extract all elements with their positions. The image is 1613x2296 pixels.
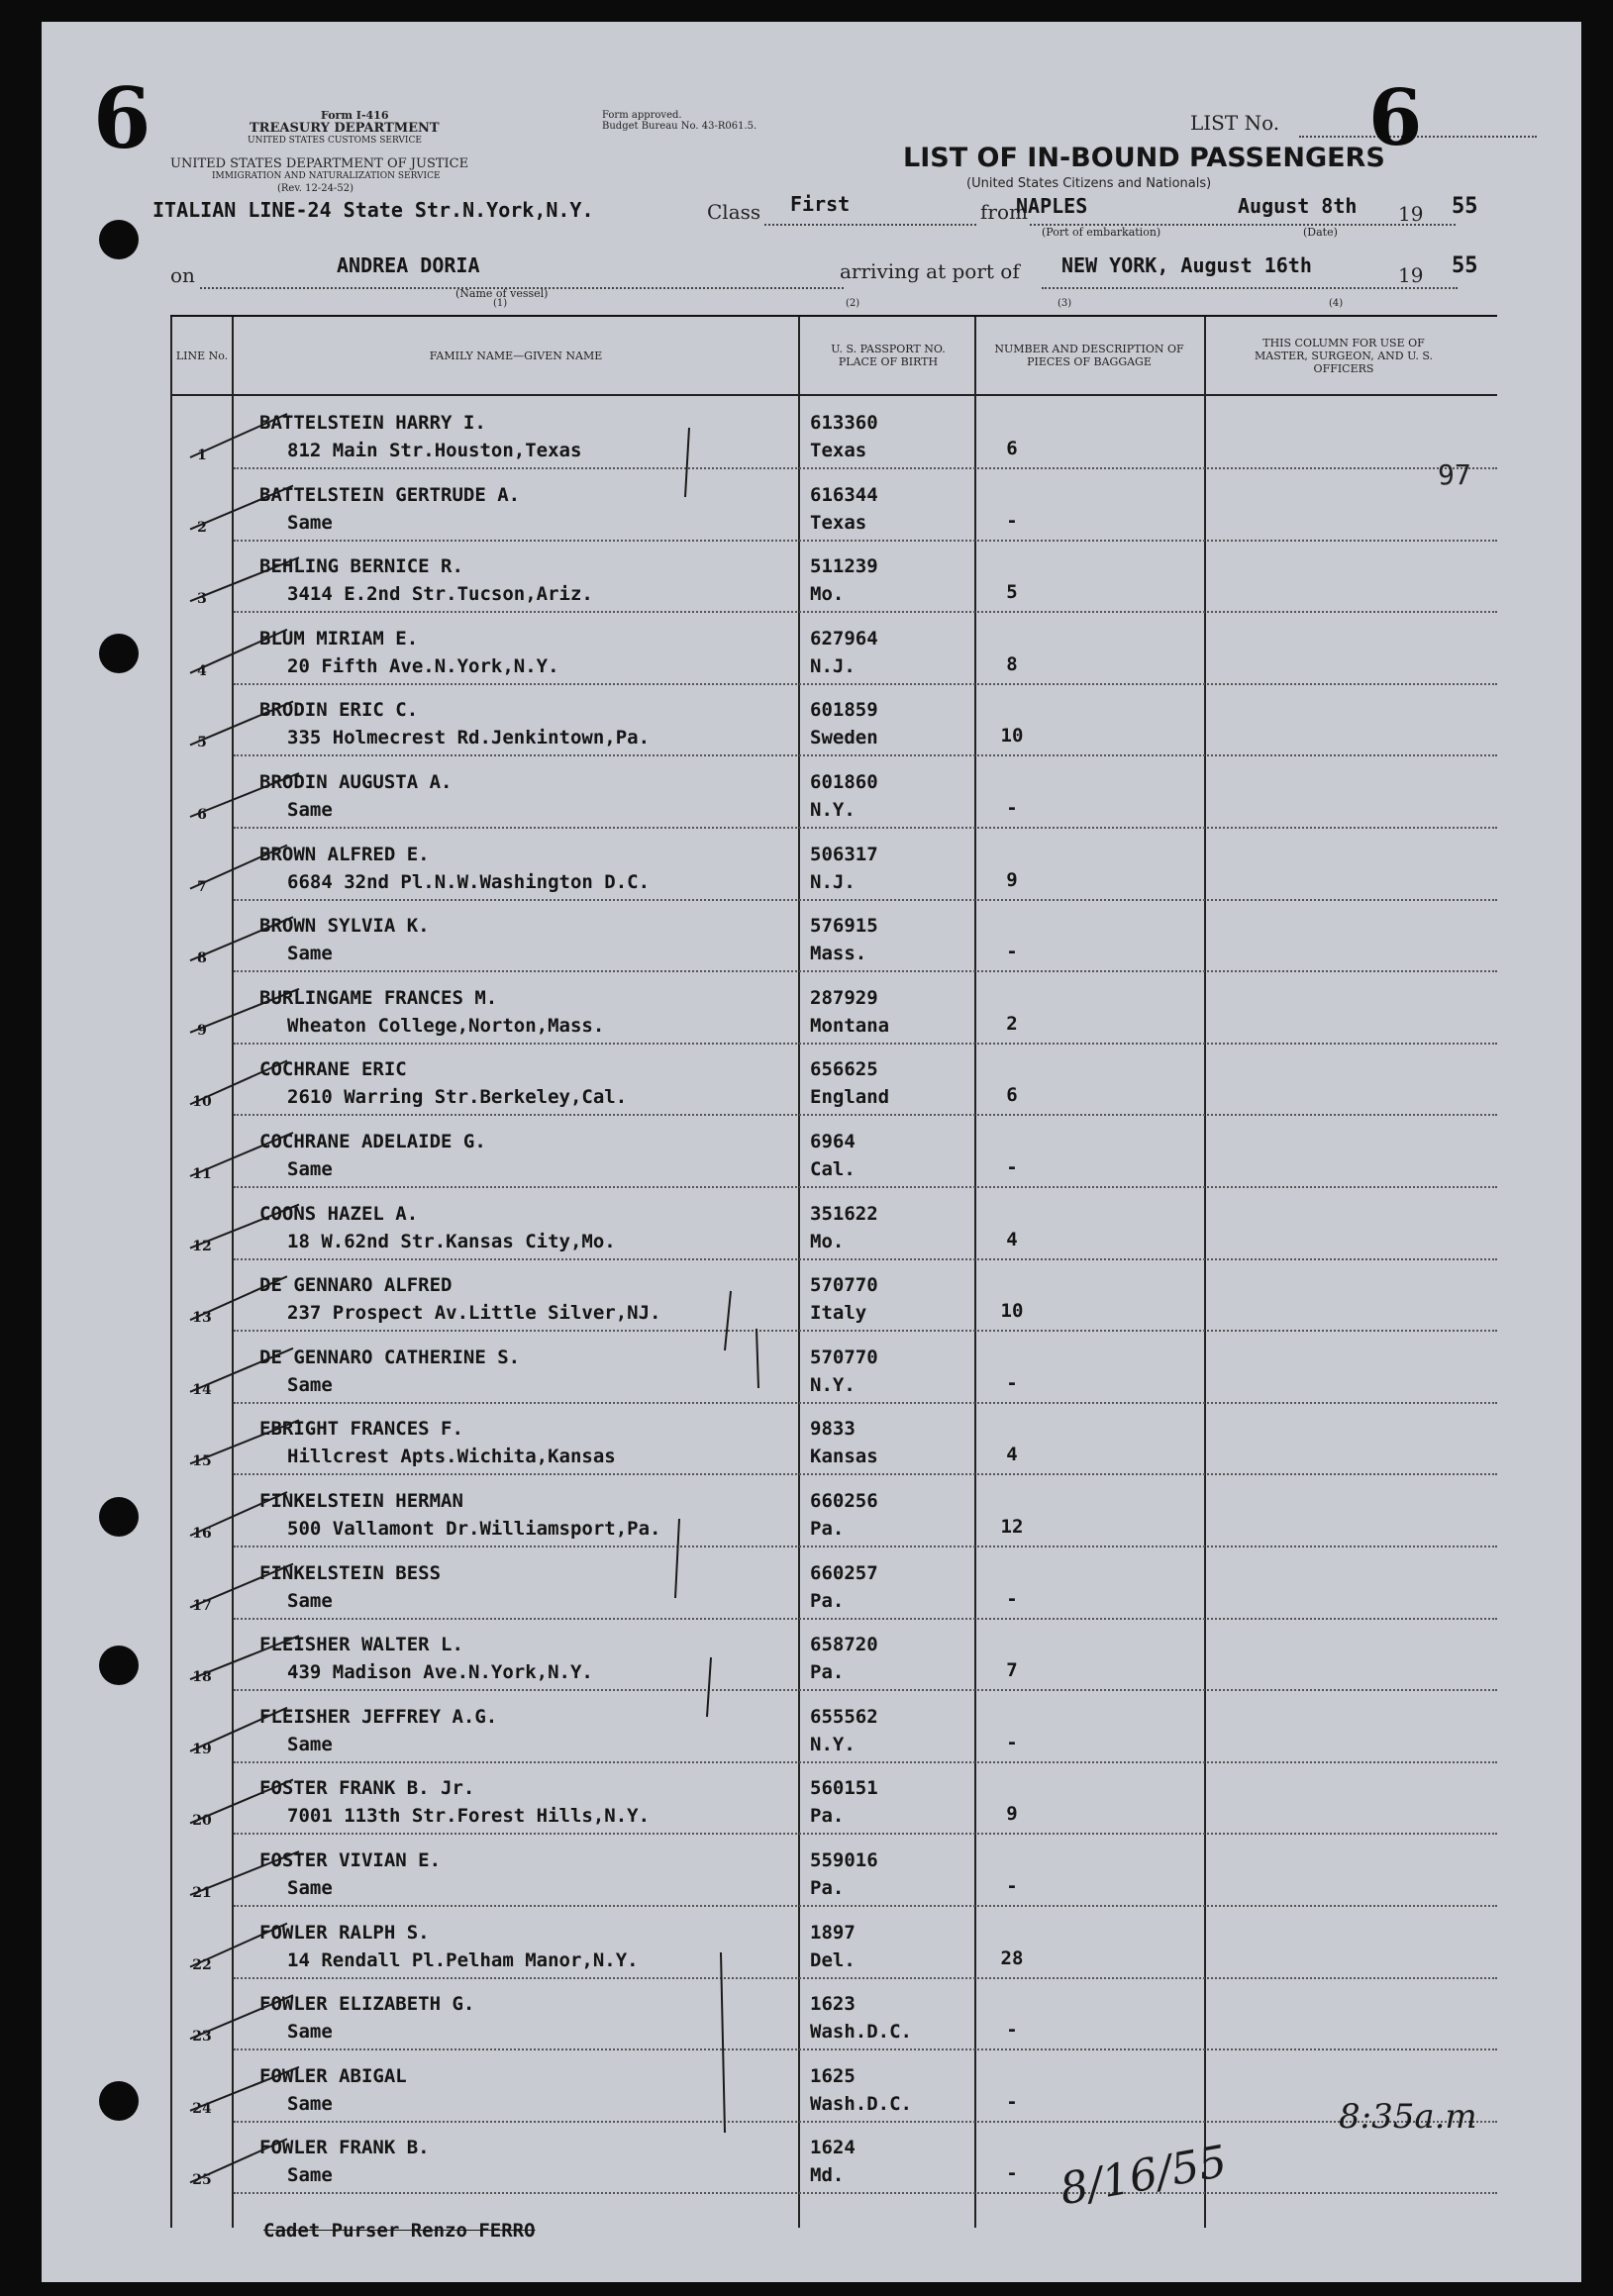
row-rule: [234, 2192, 1497, 2194]
baggage-count: -: [1006, 1731, 1018, 1753]
line-number: 18: [192, 1669, 212, 1686]
col-4-caption: (4): [1329, 298, 1344, 309]
justice-dept: UNITED STATES DEPARTMENT OF JUSTICE: [170, 156, 469, 171]
baggage-count: -: [1006, 1156, 1018, 1178]
baggage-count: 9: [1006, 868, 1018, 891]
table-row: [170, 830, 1497, 901]
line-number: 1: [197, 448, 207, 463]
table-row: [170, 1620, 1497, 1691]
binder-hole: [99, 1497, 139, 1537]
passenger-address: 3414 E.2nd Str.Tucson,Ariz.: [287, 583, 593, 606]
form-approved: Form approved.: [602, 110, 682, 121]
passenger-table: [170, 315, 1497, 2242]
table-row: [170, 1476, 1497, 1547]
table-row: [170, 757, 1497, 829]
page-title: LIST OF IN-BOUND PASSENGERS: [903, 143, 1385, 173]
baggage-count: -: [1006, 941, 1018, 963]
passenger-address: 7001 113th Str.Forest Hills,N.Y.: [287, 1805, 651, 1828]
binder-hole: [99, 220, 139, 259]
table-row: [170, 973, 1497, 1045]
place-of-birth: N.J.: [810, 654, 856, 677]
baggage-count: 8: [1006, 652, 1018, 675]
passport-number: 660257: [810, 1561, 878, 1584]
customs-service: UNITED STATES CUSTOMS SERVICE: [248, 136, 422, 146]
table-row: [170, 398, 1497, 469]
budget-bureau: Budget Bureau No. 43-R061.5.: [602, 121, 757, 132]
baggage-count: -: [1006, 1587, 1018, 1610]
passport-number: 658720: [810, 1634, 878, 1656]
passport-number: 351622: [810, 1202, 878, 1225]
baggage-count: 5: [1006, 581, 1018, 604]
baggage-count: 12: [1000, 1516, 1024, 1538]
passport-number: 559016: [810, 1849, 878, 1871]
passenger-address: 18 W.62nd Str.Kansas City,Mo.: [287, 1230, 616, 1252]
arrival-year: 55: [1452, 253, 1478, 278]
place-of-birth: Sweden: [810, 727, 878, 749]
form-number: Form I-416: [321, 109, 389, 122]
passenger-name: BATTELSTEIN GERTRUDE A.: [259, 483, 521, 506]
passenger-name: FOWLER FRANK B.: [259, 2137, 430, 2159]
list-no-label: LIST No.: [1190, 111, 1280, 135]
passenger-address: Same: [287, 1158, 333, 1180]
place-of-birth: Mo.: [810, 1230, 845, 1252]
place-of-birth: N.Y.: [810, 1373, 856, 1396]
place-of-birth: Del.: [810, 1948, 856, 1971]
line-number: 14: [192, 1381, 212, 1398]
passenger-name: COCHRANE ADELAIDE G.: [259, 1131, 486, 1152]
passenger-address: Same: [287, 799, 333, 821]
line-number: 10: [192, 1094, 212, 1111]
passenger-address: 237 Prospect Av.Little Silver,NJ.: [287, 1302, 661, 1325]
place-of-birth: Md.: [810, 2164, 845, 2187]
baggage-count: -: [1006, 2019, 1018, 2042]
passport-number: 287929: [810, 986, 878, 1009]
shipping-company: ITALIAN LINE-24 State Str.N.York,N.Y.: [152, 198, 594, 222]
passenger-name: BRODIN ERIC C.: [259, 699, 419, 722]
line-number: 20: [192, 1813, 212, 1830]
header-passport: U. S. PASSPORT NO. PLACE OF BIRTH: [831, 343, 946, 368]
line-number: 4: [197, 662, 207, 679]
passenger-name: FLEISHER JEFFREY A.G.: [259, 1705, 498, 1728]
embark-port: NAPLES: [1016, 194, 1088, 218]
passenger-name: FOSTER VIVIAN E.: [259, 1849, 442, 1871]
passenger-name: FINKELSTEIN BESS: [259, 1561, 442, 1584]
passenger-name: FOWLER ABIGAL: [259, 2064, 407, 2087]
line-number: 7: [197, 878, 207, 895]
passenger-address: Same: [287, 1373, 333, 1396]
revision: (Rev. 12-24-52): [277, 183, 354, 194]
line-number: 12: [192, 1238, 212, 1254]
place-of-birth: N.J.: [810, 870, 856, 893]
line-number: 2: [197, 519, 207, 536]
year-prefix: 19: [1398, 202, 1424, 226]
passport-number: 601860: [810, 771, 878, 793]
table-row: [170, 1045, 1497, 1116]
table-row: [170, 1836, 1497, 1907]
passenger-name: FOWLER RALPH S.: [259, 1921, 430, 1944]
on-label: on: [170, 263, 195, 287]
header-officers: THIS COLUMN FOR USE OF MASTER, SURGEON, AND U. S. OFFICERS: [1254, 336, 1433, 375]
passport-number: 6964: [810, 1131, 856, 1152]
passenger-address: Wheaton College,Norton,Mass.: [287, 1014, 605, 1037]
from-label: from: [980, 200, 1028, 224]
embark-year: 55: [1452, 194, 1478, 219]
passport-number: 570770: [810, 1274, 878, 1297]
arrival-port-date: NEW YORK, August 16th: [1061, 253, 1312, 277]
baggage-count: 7: [1006, 1659, 1018, 1682]
line-number: 23: [192, 2029, 212, 2046]
place-of-birth: Mo.: [810, 583, 845, 606]
table-row: [170, 2051, 1497, 2123]
purser-signature: Cadet Purser Renzo FERRO: [263, 2220, 536, 2242]
baggage-count: 4: [1006, 1228, 1018, 1250]
line-number: 15: [192, 1453, 212, 1470]
list-no-value: 6: [1368, 73, 1423, 163]
place-of-birth: Pa.: [810, 1805, 845, 1828]
line-number: 24: [192, 2100, 212, 2117]
passenger-address: 6684 32nd Pl.N.W.Washington D.C.: [287, 870, 651, 893]
passport-number: 660256: [810, 1490, 878, 1512]
passport-number: 601859: [810, 699, 878, 722]
line-number: 11: [192, 1166, 212, 1182]
passenger-name: FLEISHER WALTER L.: [259, 1634, 463, 1656]
table-row: [170, 1763, 1497, 1835]
place-of-birth: Texas: [810, 511, 867, 534]
header-line-no: LINE No.: [175, 349, 229, 362]
line-number: 19: [192, 1741, 212, 1757]
line-number: 3: [197, 591, 207, 608]
passport-number: 1623: [810, 1993, 856, 2016]
baggage-count: -: [1006, 509, 1018, 532]
table-row: [170, 542, 1497, 613]
passenger-address: Same: [287, 1589, 333, 1612]
passenger-name: DE GENNARO CATHERINE S.: [259, 1346, 521, 1368]
place-of-birth: Italy: [810, 1302, 867, 1325]
place-of-birth: Pa.: [810, 1661, 845, 1684]
page-subtitle: (United States Citizens and Nationals): [966, 176, 1212, 191]
line-number: 5: [197, 735, 207, 751]
table-row: [170, 614, 1497, 685]
arrival-year-prefix: 19: [1398, 263, 1424, 287]
passport-number: 576915: [810, 915, 878, 938]
class-label: Class: [707, 200, 761, 224]
line-number: 13: [192, 1310, 212, 1327]
handwritten-time: 8:35a.m: [1339, 2097, 1477, 2137]
baggage-count: 2: [1006, 1012, 1018, 1035]
place-of-birth: Mass.: [810, 943, 867, 965]
passenger-address: 2610 Warring Str.Berkeley,Cal.: [287, 1086, 628, 1109]
passenger-name: BURLINGAME FRANCES M.: [259, 986, 498, 1009]
header-rule: [170, 394, 1497, 396]
place-of-birth: N.Y.: [810, 799, 856, 821]
line-number: 22: [192, 1956, 212, 1973]
passenger-name: BROWN ALFRED E.: [259, 843, 430, 865]
table-row: [170, 2123, 1497, 2194]
place-of-birth: N.Y.: [810, 1733, 856, 1755]
passenger-address: 500 Vallamont Dr.Williamsport,Pa.: [287, 1518, 661, 1540]
handwritten-signature-date: 8/16/55: [1056, 2136, 1231, 2216]
passenger-name: COCHRANE ERIC: [259, 1058, 407, 1081]
table-row: [170, 1333, 1497, 1404]
passenger-name: FOSTER FRANK B. Jr.: [259, 1777, 475, 1800]
passport-number: 627964: [810, 627, 878, 649]
line-number: 8: [197, 950, 207, 967]
place-of-birth: Texas: [810, 440, 867, 461]
arriving-label: arriving at port of: [840, 259, 1020, 283]
passenger-name: FINKELSTEIN HERMAN: [259, 1490, 463, 1512]
passenger-address: Same: [287, 943, 333, 965]
table-row: [170, 1260, 1497, 1332]
baggage-count: -: [1006, 1371, 1018, 1394]
passenger-address: Same: [287, 2092, 333, 2115]
passenger-name: FOWLER ELIZABETH G.: [259, 1993, 475, 2016]
baggage-count: 28: [1000, 1947, 1024, 1969]
passenger-name: DE GENNARO ALFRED: [259, 1274, 453, 1297]
table-row: [170, 457, 1497, 542]
col-2-caption: (2): [846, 298, 860, 309]
passenger-name: BROWN SYLVIA K.: [259, 915, 430, 938]
baggage-count: 4: [1006, 1444, 1018, 1466]
place-of-birth: Pa.: [810, 1589, 845, 1612]
baggage-count: -: [1006, 1875, 1018, 1897]
baggage-count: 10: [1000, 725, 1024, 748]
passport-number: 506317: [810, 843, 878, 865]
col-3-caption: (3): [1058, 298, 1072, 309]
passport-number: 1624: [810, 2137, 856, 2159]
vessel-caption: (Name of vessel): [455, 287, 549, 300]
line-number: 17: [192, 1597, 212, 1614]
place-of-birth: Cal.: [810, 1158, 856, 1180]
place-of-birth: Montana: [810, 1014, 890, 1037]
baggage-count: -: [1006, 2162, 1018, 2185]
baggage-count: 6: [1006, 438, 1018, 459]
class-value: First: [790, 192, 851, 216]
header-baggage: NUMBER AND DESCRIPTION OF PIECES OF BAGGAGE: [994, 343, 1184, 368]
table-row: [170, 1404, 1497, 1475]
passport-number: 655562: [810, 1705, 878, 1728]
vessel-name: ANDREA DORIA: [337, 253, 480, 277]
table-row: [170, 1908, 1497, 1979]
table-row: [170, 1979, 1497, 2050]
table-row: [170, 685, 1497, 756]
passport-number: 1897: [810, 1921, 856, 1944]
embark-date: August 8th: [1238, 194, 1358, 218]
baggage-count: 10: [1000, 1300, 1024, 1323]
col-1-caption: (1): [493, 298, 508, 309]
place-of-birth: England: [810, 1086, 890, 1109]
passenger-name: COONS HAZEL A.: [259, 1202, 419, 1225]
passport-number: 570770: [810, 1346, 878, 1368]
treasury-dept: TREASURY DEPARTMENT: [250, 121, 440, 136]
passenger-address: Same: [287, 2164, 333, 2187]
place-of-birth: Wash.D.C.: [810, 2092, 912, 2115]
passport-number: 656625: [810, 1058, 878, 1081]
passport-number: 560151: [810, 1777, 878, 1800]
binder-hole: [99, 634, 139, 673]
binder-hole: [99, 2081, 139, 2121]
passenger-address: 439 Madison Ave.N.York,N.Y.: [287, 1661, 593, 1684]
passenger-address: Same: [287, 2021, 333, 2044]
passport-number: 616344: [810, 483, 878, 506]
passenger-address: 20 Fifth Ave.N.York,N.Y.: [287, 654, 559, 677]
embark-caption: (Port of embarkation): [1042, 226, 1161, 239]
passport-number: 613360: [810, 412, 878, 434]
ins-service: IMMIGRATION AND NATURALIZATION SERVICE: [212, 171, 441, 181]
class-line: [764, 224, 976, 226]
line-number: 6: [197, 807, 207, 823]
binder-hole: [99, 1646, 139, 1685]
baggage-count: -: [1006, 797, 1018, 819]
place-of-birth: Wash.D.C.: [810, 2021, 912, 2044]
passenger-name: BATTELSTEIN HARRY I.: [259, 412, 486, 434]
baggage-count: 6: [1006, 1084, 1018, 1107]
passenger-address: 812 Main Str.Houston,Texas: [287, 440, 582, 461]
passenger-name: EBRIGHT FRANCES F.: [259, 1418, 463, 1441]
line-number: 9: [197, 1022, 207, 1039]
passenger-address: Hillcrest Apts.Wichita,Kansas: [287, 1446, 616, 1468]
arrival-line: [1042, 287, 1458, 289]
passenger-address: Same: [287, 1877, 333, 1899]
passenger-address: 335 Holmecrest Rd.Jenkintown,Pa.: [287, 727, 651, 749]
line-number: 21: [192, 1885, 212, 1901]
table-row: [170, 1692, 1497, 1763]
table-row: [170, 1117, 1497, 1188]
passenger-address: Same: [287, 511, 333, 534]
place-of-birth: Pa.: [810, 1877, 845, 1899]
corner-mark: 6: [93, 69, 151, 167]
baggage-count: -: [1006, 2090, 1018, 2113]
table-row: [170, 1189, 1497, 1260]
passenger-name: BEHLING BERNICE R.: [259, 555, 463, 578]
passenger-name: BRODIN AUGUSTA A.: [259, 771, 453, 793]
passenger-name: BLUM MIRIAM E.: [259, 627, 419, 649]
line-number: 25: [192, 2172, 212, 2189]
place-of-birth: Kansas: [810, 1446, 878, 1468]
table-row: [170, 901, 1497, 972]
baggage-count: 9: [1006, 1803, 1018, 1826]
officer-note: 97: [1438, 457, 1471, 491]
line-number: 16: [192, 1526, 212, 1542]
passenger-address: Same: [287, 1733, 333, 1755]
date-caption: (Date): [1303, 226, 1338, 239]
passport-number: 511239: [810, 555, 878, 578]
passport-number: 1625: [810, 2064, 856, 2087]
place-of-birth: Pa.: [810, 1518, 845, 1540]
passenger-address: 14 Rendall Pl.Pelham Manor,N.Y.: [287, 1948, 639, 1971]
table-row: [170, 1548, 1497, 1620]
header-family-name: FAMILY NAME—GIVEN NAME: [429, 349, 603, 362]
manifest-page: [42, 22, 1581, 2282]
passport-number: 9833: [810, 1418, 856, 1441]
